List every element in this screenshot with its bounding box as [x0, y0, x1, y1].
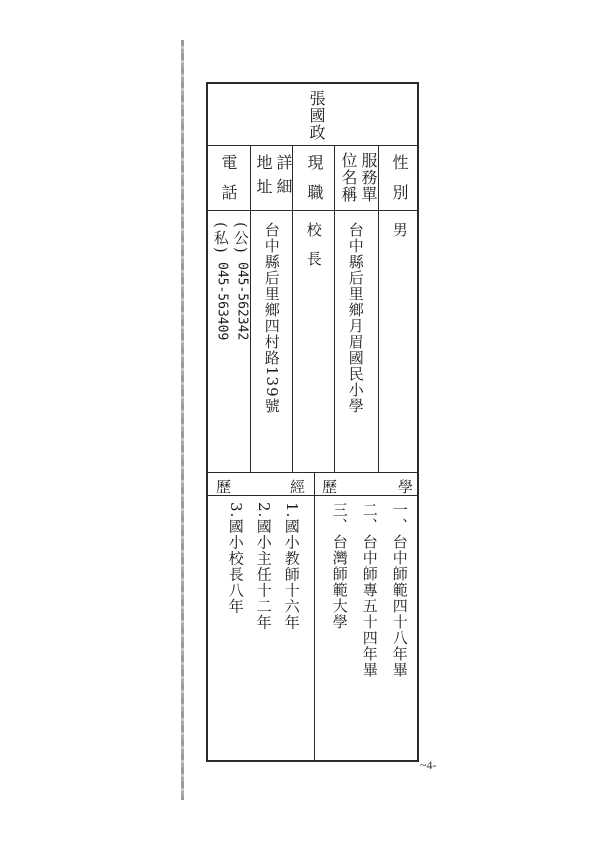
service-unit-value: 台中縣后里鄉月眉國民小學: [346, 222, 365, 414]
education-item-2: 二、台中師專五十四年畢: [360, 502, 379, 678]
experience-item-2: 2.國小主任十二年: [254, 502, 273, 631]
scan-binding-edge: [181, 40, 184, 800]
frame-top: [206, 82, 419, 84]
position-label: 現職: [305, 154, 324, 214]
position-value: 校長: [304, 222, 323, 280]
education-header-right: 學: [398, 478, 414, 496]
phone-label: 電話: [219, 154, 238, 214]
service-unit-label-right: 服務單: [359, 152, 378, 203]
frame-left: [206, 82, 208, 762]
name-row-divider: [206, 145, 419, 146]
phone-office-tag: (公): [231, 222, 250, 255]
gender-label: 性別: [390, 154, 409, 214]
page-number: ~4-: [420, 758, 437, 772]
gender-value: 男: [390, 222, 409, 239]
history-col-divider: [314, 472, 315, 762]
phone-private-tag: (私): [211, 222, 230, 255]
history-header-divider: [206, 495, 419, 496]
experience-item-3: 3.國小校長八年: [226, 502, 245, 615]
person-name: 張國政: [307, 90, 326, 141]
address-value: 台中縣后里鄉四村路139號: [262, 222, 281, 414]
education-header-left: 歷: [322, 478, 338, 496]
phone-private-value: 045-563409: [214, 262, 230, 341]
col-divider-3: [334, 145, 335, 472]
section-divider: [206, 472, 419, 473]
experience-header-right: 經: [290, 478, 306, 496]
col-divider-1: [250, 145, 251, 472]
experience-header-left: 歷: [216, 478, 232, 496]
frame-bottom: [206, 760, 419, 762]
address-label-right: 詳細: [274, 154, 293, 202]
frame-right: [417, 82, 419, 762]
col-divider-4: [378, 145, 379, 472]
phone-office-value: 045-562342: [234, 262, 250, 341]
address-label-left: 地址: [254, 154, 273, 202]
education-item-3: 三、台灣師範大學: [330, 502, 349, 630]
experience-item-1: 1.國小教師十六年: [282, 502, 301, 631]
education-item-1: 一、台中師範四十八年畢: [390, 502, 409, 678]
service-unit-label-left: 位名稱: [339, 152, 358, 203]
